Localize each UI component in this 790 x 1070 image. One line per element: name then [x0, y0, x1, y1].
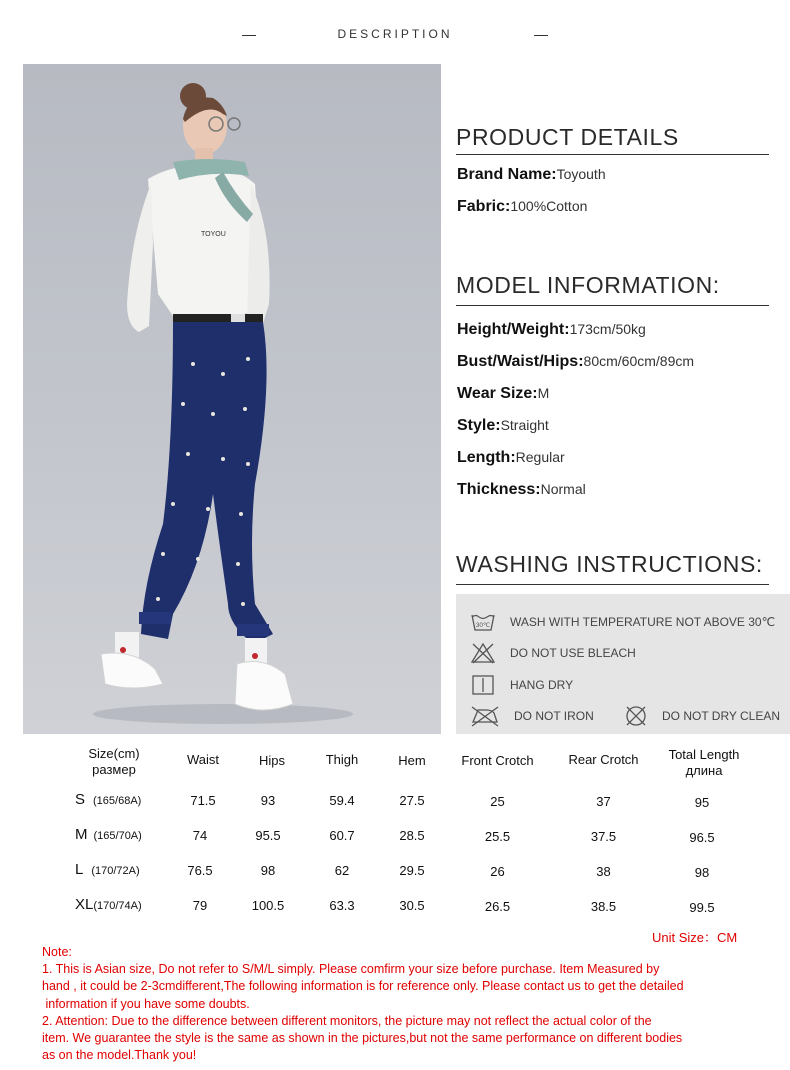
wash-item-label: DO NOT USE BLEACH: [510, 646, 636, 660]
model-information-rule: [456, 305, 769, 306]
wash-item-dry-clean: [624, 705, 780, 727]
product-photo: [23, 64, 441, 734]
wash-item-label: WASH WITH TEMPERATURE NOT ABOVE 30℃: [510, 615, 776, 629]
size-letter: L: [75, 861, 84, 878]
size-cell-hips: 98: [260, 863, 276, 878]
note-line: hand , it could be 2-3cmdifferent,The following information is for reference only. Please contact us to get the detailed: [42, 979, 684, 994]
size-note: [42, 944, 752, 1064]
size-row-label: [75, 861, 140, 878]
size-table-header-sublabel: длина: [685, 763, 723, 778]
size-cell-front-crotch: 25: [490, 794, 505, 809]
size-cell-waist: 71.5: [190, 793, 216, 808]
size-table-header-sublabel: размер: [92, 762, 136, 777]
size-table-header-label: Total Length: [668, 747, 740, 762]
size-row-label: [75, 791, 141, 808]
size-letter: M: [75, 826, 88, 843]
header-dash-right: [534, 35, 548, 36]
size-cell-total-length: 96.5: [689, 830, 715, 845]
model-info-wear-size: [457, 385, 549, 403]
product-detail-fabric: [457, 198, 587, 216]
product-details-rule: [456, 154, 769, 155]
size-cell-rear-crotch: 38: [596, 864, 611, 879]
size-code: (165/70A): [93, 830, 142, 842]
wash-item-iron: [470, 705, 594, 727]
model-info-key: Wear Size:: [457, 385, 538, 402]
header-title: DESCRIPTION: [337, 27, 453, 41]
product-detail-key: Fabric:: [457, 198, 511, 215]
model-info-key: Height/Weight:: [457, 321, 570, 338]
no-iron-icon: [470, 705, 500, 727]
wash-item-hang-dry: [470, 674, 573, 696]
size-cell-hem: 27.5: [399, 793, 425, 808]
size-cell-rear-crotch: 37: [596, 794, 611, 809]
model-info-height-weight: [457, 321, 646, 339]
wash-icon-label: 30℃: [475, 622, 491, 629]
size-cell-rear-crotch: 38.5: [590, 899, 617, 914]
size-cell-hem: 28.5: [399, 828, 425, 843]
model-info-value: Regular: [515, 449, 565, 465]
wash-item-label: HANG DRY: [510, 678, 574, 692]
model-info-bust-waist-hips: [457, 353, 694, 371]
size-row-label: [75, 826, 142, 843]
note-title: Note:: [42, 945, 72, 959]
size-table-header-hem: Hem: [398, 753, 426, 768]
model-information-title: MODEL INFORMATION:: [456, 272, 720, 298]
size-cell-hem: 29.5: [399, 863, 425, 878]
size-table-header-label: Size(cm): [88, 746, 140, 761]
product-detail-value: Toyouth: [556, 166, 606, 182]
size-cell-hips: 100.5: [251, 898, 285, 913]
wash-item-bleach: [470, 642, 636, 664]
size-table-header-total-length: [654, 747, 754, 779]
size-table-header-hips: Hips: [258, 753, 285, 768]
size-code: (170/72A): [91, 865, 140, 877]
size-cell-total-length: 95: [694, 795, 710, 810]
no-dry-clean-icon: [624, 705, 648, 727]
model-info-key: Thickness:: [457, 481, 541, 498]
model-info-key: Bust/Waist/Hips:: [457, 353, 584, 370]
size-table-header-waist: Waist: [186, 752, 220, 767]
model-info-value: Normal: [540, 481, 586, 497]
size-table-header-rear-crotch: Rear Crotch: [568, 752, 639, 767]
note-line: 2. Attention: Due to the difference between different monitors, the picture may not reflect the actual color of the: [42, 1013, 652, 1028]
size-cell-total-length: 98: [694, 865, 710, 880]
sweater-print: TOYOU: [201, 231, 226, 238]
size-cell-thigh: 63.3: [329, 898, 355, 913]
size-cell-thigh: 60.7: [329, 828, 355, 843]
size-code: (170/74A): [93, 900, 142, 912]
washing-instructions-box: [456, 594, 790, 734]
note-line: 1. This is Asian size, Do not refer to S/M/L simply. Please comfirm your size before purchase. Item Measured by: [42, 962, 660, 977]
size-code: (165/68A): [93, 795, 142, 807]
wash-item-label: DO NOT DRY CLEAN: [662, 709, 781, 723]
size-letter: XL: [75, 896, 94, 913]
description-header: [0, 26, 790, 46]
washing-instructions-rule: [456, 584, 769, 585]
model-info-value: Straight: [500, 417, 549, 433]
model-info-style: [457, 417, 549, 435]
size-cell-front-crotch: 26: [490, 864, 505, 879]
size-cell-front-crotch: 26.5: [484, 899, 511, 914]
model-info-value: 173cm/50kg: [569, 321, 646, 337]
size-cell-total-length: 99.5: [689, 900, 715, 915]
wash-item-temperature: [470, 611, 775, 633]
size-cell-waist: 74: [192, 828, 208, 843]
unit-size-label: Unit Size：CM: [652, 930, 738, 945]
model-illustration: [23, 64, 441, 734]
size-row-label: [75, 896, 142, 913]
washing-instructions-title: WASHING INSTRUCTIONS:: [456, 551, 763, 577]
size-cell-hips: 93: [260, 793, 276, 808]
model-info-value: M: [537, 385, 550, 401]
product-detail-value: 100%Cotton: [510, 198, 588, 214]
product-details-title: PRODUCT DETAILS: [456, 124, 679, 150]
wash-30-icon: [470, 611, 496, 633]
model-info-thickness: [457, 481, 586, 499]
size-cell-front-crotch: 25.5: [484, 829, 511, 844]
size-table-header-front-crotch: Front Crotch: [461, 753, 534, 768]
no-bleach-icon: [470, 642, 496, 664]
size-letter: S: [75, 791, 86, 808]
size-cell-rear-crotch: 37.5: [590, 829, 617, 844]
size-cell-hips: 95.5: [255, 828, 281, 843]
size-cell-hem: 30.5: [399, 898, 425, 913]
model-info-length: [457, 449, 565, 467]
product-detail-brand: [457, 166, 606, 184]
size-cell-thigh: 62: [334, 863, 350, 878]
model-info-key: Length:: [457, 449, 516, 466]
note-line: information if you have some doubts.: [42, 996, 250, 1011]
wash-item-label: DO NOT IRON: [514, 709, 594, 723]
hang-dry-icon: [470, 674, 496, 696]
size-cell-waist: 79: [192, 898, 208, 913]
size-cell-thigh: 59.4: [329, 793, 355, 808]
note-line: item. We guarantee the style is the same as shown in the pictures,but not the same performance on different bodies: [42, 1031, 683, 1046]
size-table-header-thigh: Thigh: [325, 752, 359, 767]
size-cell-waist: 76.5: [187, 863, 213, 878]
model-info-value: 80cm/60cm/89cm: [583, 353, 695, 369]
product-detail-key: Brand Name:: [457, 166, 557, 183]
model-info-key: Style:: [457, 417, 501, 434]
size-table-header-size: [72, 746, 156, 778]
note-line: as on the model.Thank you!: [42, 1048, 197, 1063]
